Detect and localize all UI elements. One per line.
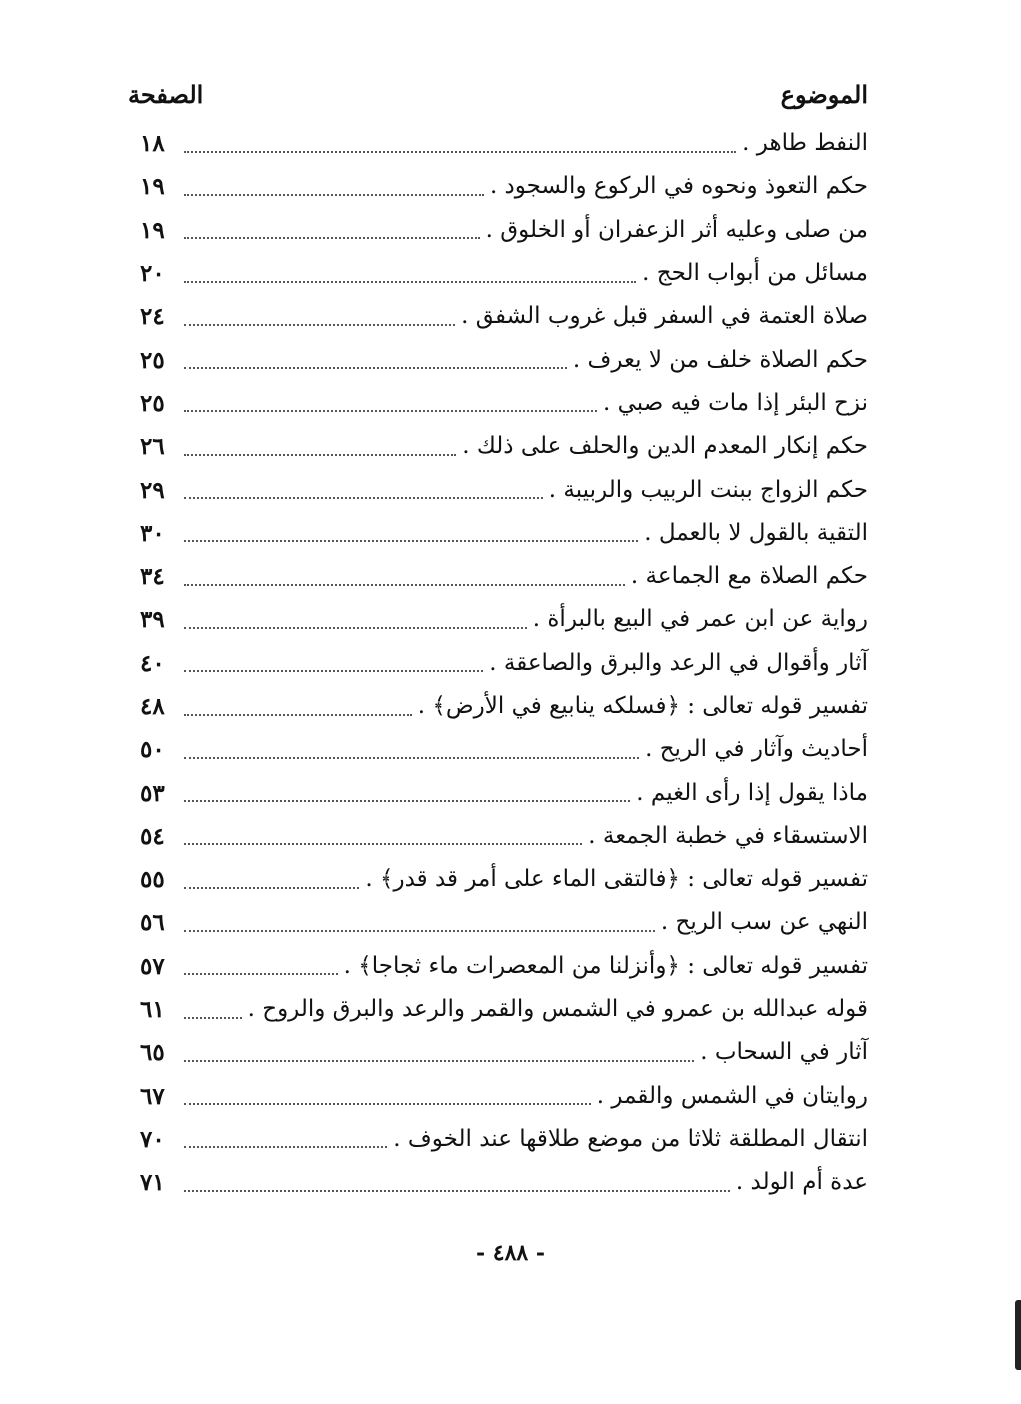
toc-entry-title: صلاة العتمة في السفر قبل غروب الشفق .	[461, 303, 868, 330]
toc-entry-page: ٦٥	[140, 1039, 165, 1067]
toc-entry	[140, 338, 868, 381]
dot-leader	[184, 1103, 591, 1105]
toc-entry	[140, 512, 868, 555]
toc-entry	[140, 122, 868, 165]
toc-entry-title: الاستسقاء في خطبة الجمعة .	[588, 822, 868, 849]
toc-entry	[140, 425, 868, 468]
toc-entry	[140, 382, 868, 425]
toc-entry-title: النهي عن سب الريح .	[660, 909, 868, 936]
toc-entry-title: النفط طاهر .	[742, 130, 868, 157]
toc-entry-title: رواية عن ابن عمر في البيع بالبرأة .	[532, 606, 868, 633]
toc-entry	[140, 728, 868, 771]
toc-entry-title: نزح البئر إذا مات فيه صبي .	[603, 389, 868, 416]
toc-entry-page: ٥٥	[140, 866, 165, 894]
dot-leader	[184, 194, 484, 196]
dot-leader	[184, 540, 638, 542]
toc-entry-page: ٦٧	[140, 1082, 165, 1110]
toc-entry-page: ٥٦	[140, 909, 165, 937]
toc-entry-page: ٤٠	[140, 649, 165, 677]
toc-entry-page: ١٩	[140, 216, 165, 244]
toc-entry	[140, 598, 868, 641]
dot-leader	[184, 454, 456, 456]
dot-leader	[184, 714, 412, 716]
toc-entry-page: ٥٠	[140, 736, 165, 764]
toc-entry	[140, 468, 868, 511]
dot-leader	[184, 800, 630, 802]
dot-leader	[184, 324, 455, 326]
toc-entry-page: ١٩	[140, 173, 165, 201]
toc-entry-page: ٢٩	[140, 476, 165, 504]
toc-entry-title: آثار وأقوال في الرعد والبرق والصاعقة .	[489, 649, 868, 676]
toc-entry	[140, 295, 868, 338]
toc-entry-page: ٥٤	[140, 822, 165, 850]
toc-entry	[140, 945, 868, 988]
dot-leader	[184, 1190, 730, 1192]
toc-entry-page: ٦١	[140, 996, 165, 1024]
toc-header	[128, 74, 868, 114]
dot-leader	[184, 627, 527, 629]
toc-entry	[140, 1118, 868, 1161]
page-column-label: الصفحة	[128, 79, 204, 109]
toc-entry	[140, 165, 868, 208]
toc-entry-title: قوله عبدالله بن عمرو في الشمس والقمر والرعد والبرق والروح .	[247, 996, 868, 1023]
toc-entry	[140, 685, 868, 728]
toc-entry-page: ٢٥	[140, 346, 165, 374]
toc-entry-page: ٣٠	[140, 519, 165, 547]
dot-leader	[184, 584, 625, 586]
topic-column-label: الموضوع	[780, 79, 868, 109]
toc-entry-title: حكم إنكار المعدم الدين والحلف على ذلك .	[462, 433, 868, 460]
toc-entry-page: ٢٥	[140, 389, 165, 417]
dot-leader	[184, 1060, 694, 1062]
toc-entry	[140, 555, 868, 598]
toc-entry-title: من صلى وعليه أثر الزعفران أو الخلوق .	[485, 216, 868, 243]
toc-entry-page: ٣٩	[140, 606, 165, 634]
toc-entry-title: انتقال المطلقة ثلاثا من موضع طلاقها عند الخوف .	[393, 1125, 868, 1152]
toc-entry-title: تفسير قوله تعالى : ﴿وأنزلنا من المعصرات ماء ثجاجا﴾ .	[343, 952, 868, 979]
toc-entry	[140, 252, 868, 295]
dot-leader	[184, 757, 639, 759]
dot-leader	[184, 670, 483, 672]
toc-entry	[140, 1161, 868, 1204]
toc-entry	[140, 1031, 868, 1074]
toc-entry	[140, 771, 868, 814]
toc-entry-page: ٧٠	[140, 1125, 165, 1153]
toc-entry-title: أحاديث وآثار في الريح .	[645, 736, 868, 763]
toc-entry	[140, 988, 868, 1031]
scan-edge-mark	[1015, 1300, 1021, 1370]
table-of-contents	[140, 122, 868, 1204]
page-number: - ٤٨٨ -	[475, 1240, 546, 1266]
toc-entry-page: ٥٣	[140, 779, 165, 807]
toc-entry	[140, 209, 868, 252]
dot-leader	[184, 410, 597, 412]
dot-leader	[184, 887, 359, 889]
dot-leader	[184, 973, 338, 975]
toc-entry-title: حكم الصلاة مع الجماعة .	[630, 563, 868, 590]
dot-leader	[184, 497, 543, 499]
toc-entry-page: ٢٤	[140, 303, 165, 331]
toc-entry-title: التقية بالقول لا بالعمل .	[644, 519, 868, 546]
dot-leader	[184, 151, 736, 153]
toc-entry-title: ماذا يقول إذا رأى الغيم .	[636, 779, 868, 806]
toc-entry	[140, 901, 868, 944]
dot-leader	[184, 1146, 387, 1148]
toc-entry-title: تفسير قوله تعالى : ﴿فسلكه ينابيع في الأرض﴾ .	[417, 693, 868, 719]
toc-entry	[140, 815, 868, 858]
toc-entry-title: حكم التعوذ ونحوه في الركوع والسجود .	[489, 173, 868, 200]
toc-entry-page: ٧١	[140, 1169, 165, 1197]
toc-entry-title: حكم الزواج ببنت الربيب والربيبة .	[548, 476, 868, 503]
toc-entry	[140, 642, 868, 685]
toc-entry-page: ٣٤	[140, 563, 165, 591]
toc-entry-title: تفسير قوله تعالى : ﴿فالتقى الماء على أمر قد قدر﴾ .	[365, 866, 868, 893]
toc-entry-title: مسائل من أبواب الحج .	[642, 260, 868, 287]
toc-entry-title: روايتان في الشمس والقمر .	[596, 1082, 868, 1109]
toc-entry-title: آثار في السحاب .	[700, 1039, 868, 1066]
toc-entry-title: عدة أم الولد .	[735, 1169, 868, 1196]
toc-entry-page: ٢٦	[140, 433, 165, 461]
toc-entry-page: ٢٠	[140, 260, 165, 288]
toc-entry-page: ٥٧	[140, 952, 165, 980]
dot-leader	[184, 367, 567, 369]
toc-entry	[140, 858, 868, 901]
dot-leader	[184, 237, 480, 239]
dot-leader	[184, 930, 655, 932]
toc-entry-page: ٤٨	[140, 693, 165, 720]
toc-entry-page: ١٨	[140, 130, 165, 158]
dot-leader	[184, 281, 636, 283]
toc-entry-title: حكم الصلاة خلف من لا يعرف .	[572, 346, 868, 373]
toc-entry	[140, 1075, 868, 1118]
dot-leader	[184, 843, 582, 845]
dot-leader	[184, 1017, 242, 1019]
